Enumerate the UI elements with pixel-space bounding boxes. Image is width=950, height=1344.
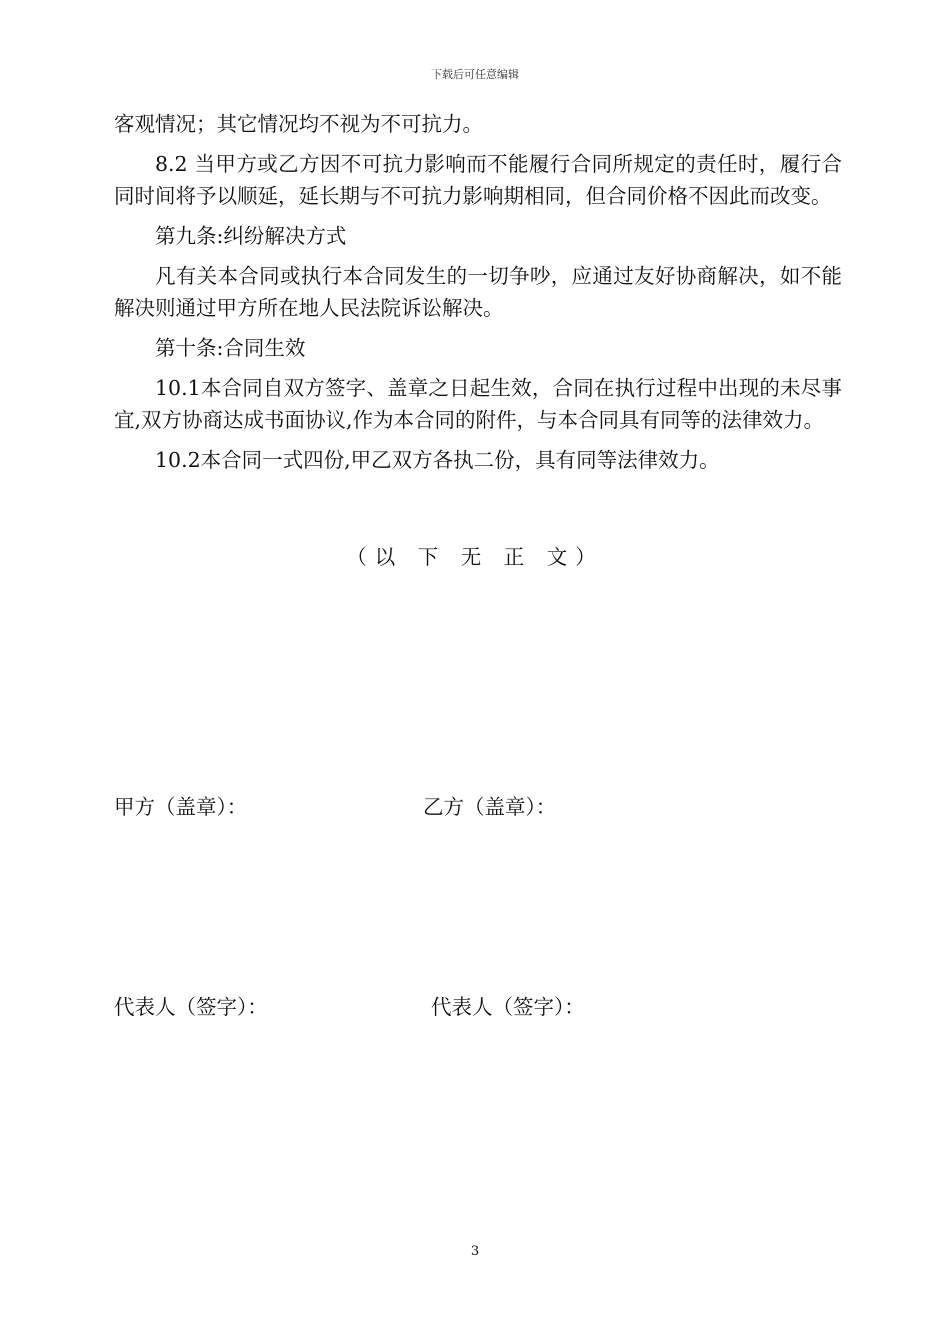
end-of-text-marker: （以 下 无 正 文） [346, 545, 604, 569]
paragraph-clause-10-2: 10.2本合同一式四份,甲乙双方各执二份，具有同等法律效力。 [155, 448, 720, 472]
paragraph-clause-10-1: 10.1本合同自双方签字、盖章之日起生效，合同在执行过程中出现的未尽事宜,双方协商达成书面协议,作为本合同的附件，与本合同具有同等的法律效力。 [114, 376, 842, 432]
party-b-representative-label: 代表人（签字）： [431, 995, 585, 1019]
heading-article-10: 第十条:合同生效 [155, 336, 306, 360]
paragraph-force-majeure-end: 客观情况；其它情况均不视为不可抗力。 [114, 112, 483, 136]
page-number: 3 [470, 1244, 480, 1259]
header-note: 下载后可任意编辑 [431, 68, 519, 81]
contract-body [114, 108, 842, 484]
party-a-representative-label: 代表人（签字）： [114, 995, 268, 1019]
paragraph-clause-8-2: 8.2 当甲方或乙方因不可抗力影响而不能履行合同所规定的责任时，履行合同时间将予以顺延，延长期与不可抗力影响期相同，但合同价格不因此而改变。 [114, 152, 842, 208]
heading-article-9: 第九条:纠纷解决方式 [155, 224, 347, 248]
party-b-seal-label: 乙方（盖章）： [423, 795, 557, 819]
paragraph-dispute-resolution: 凡有关本合同或执行本合同发生的一切争吵，应通过友好协商解决，如不能解决则通过甲方所在地人民法院诉讼解决。 [114, 264, 842, 320]
party-a-seal-label: 甲方（盖章）： [114, 795, 248, 819]
